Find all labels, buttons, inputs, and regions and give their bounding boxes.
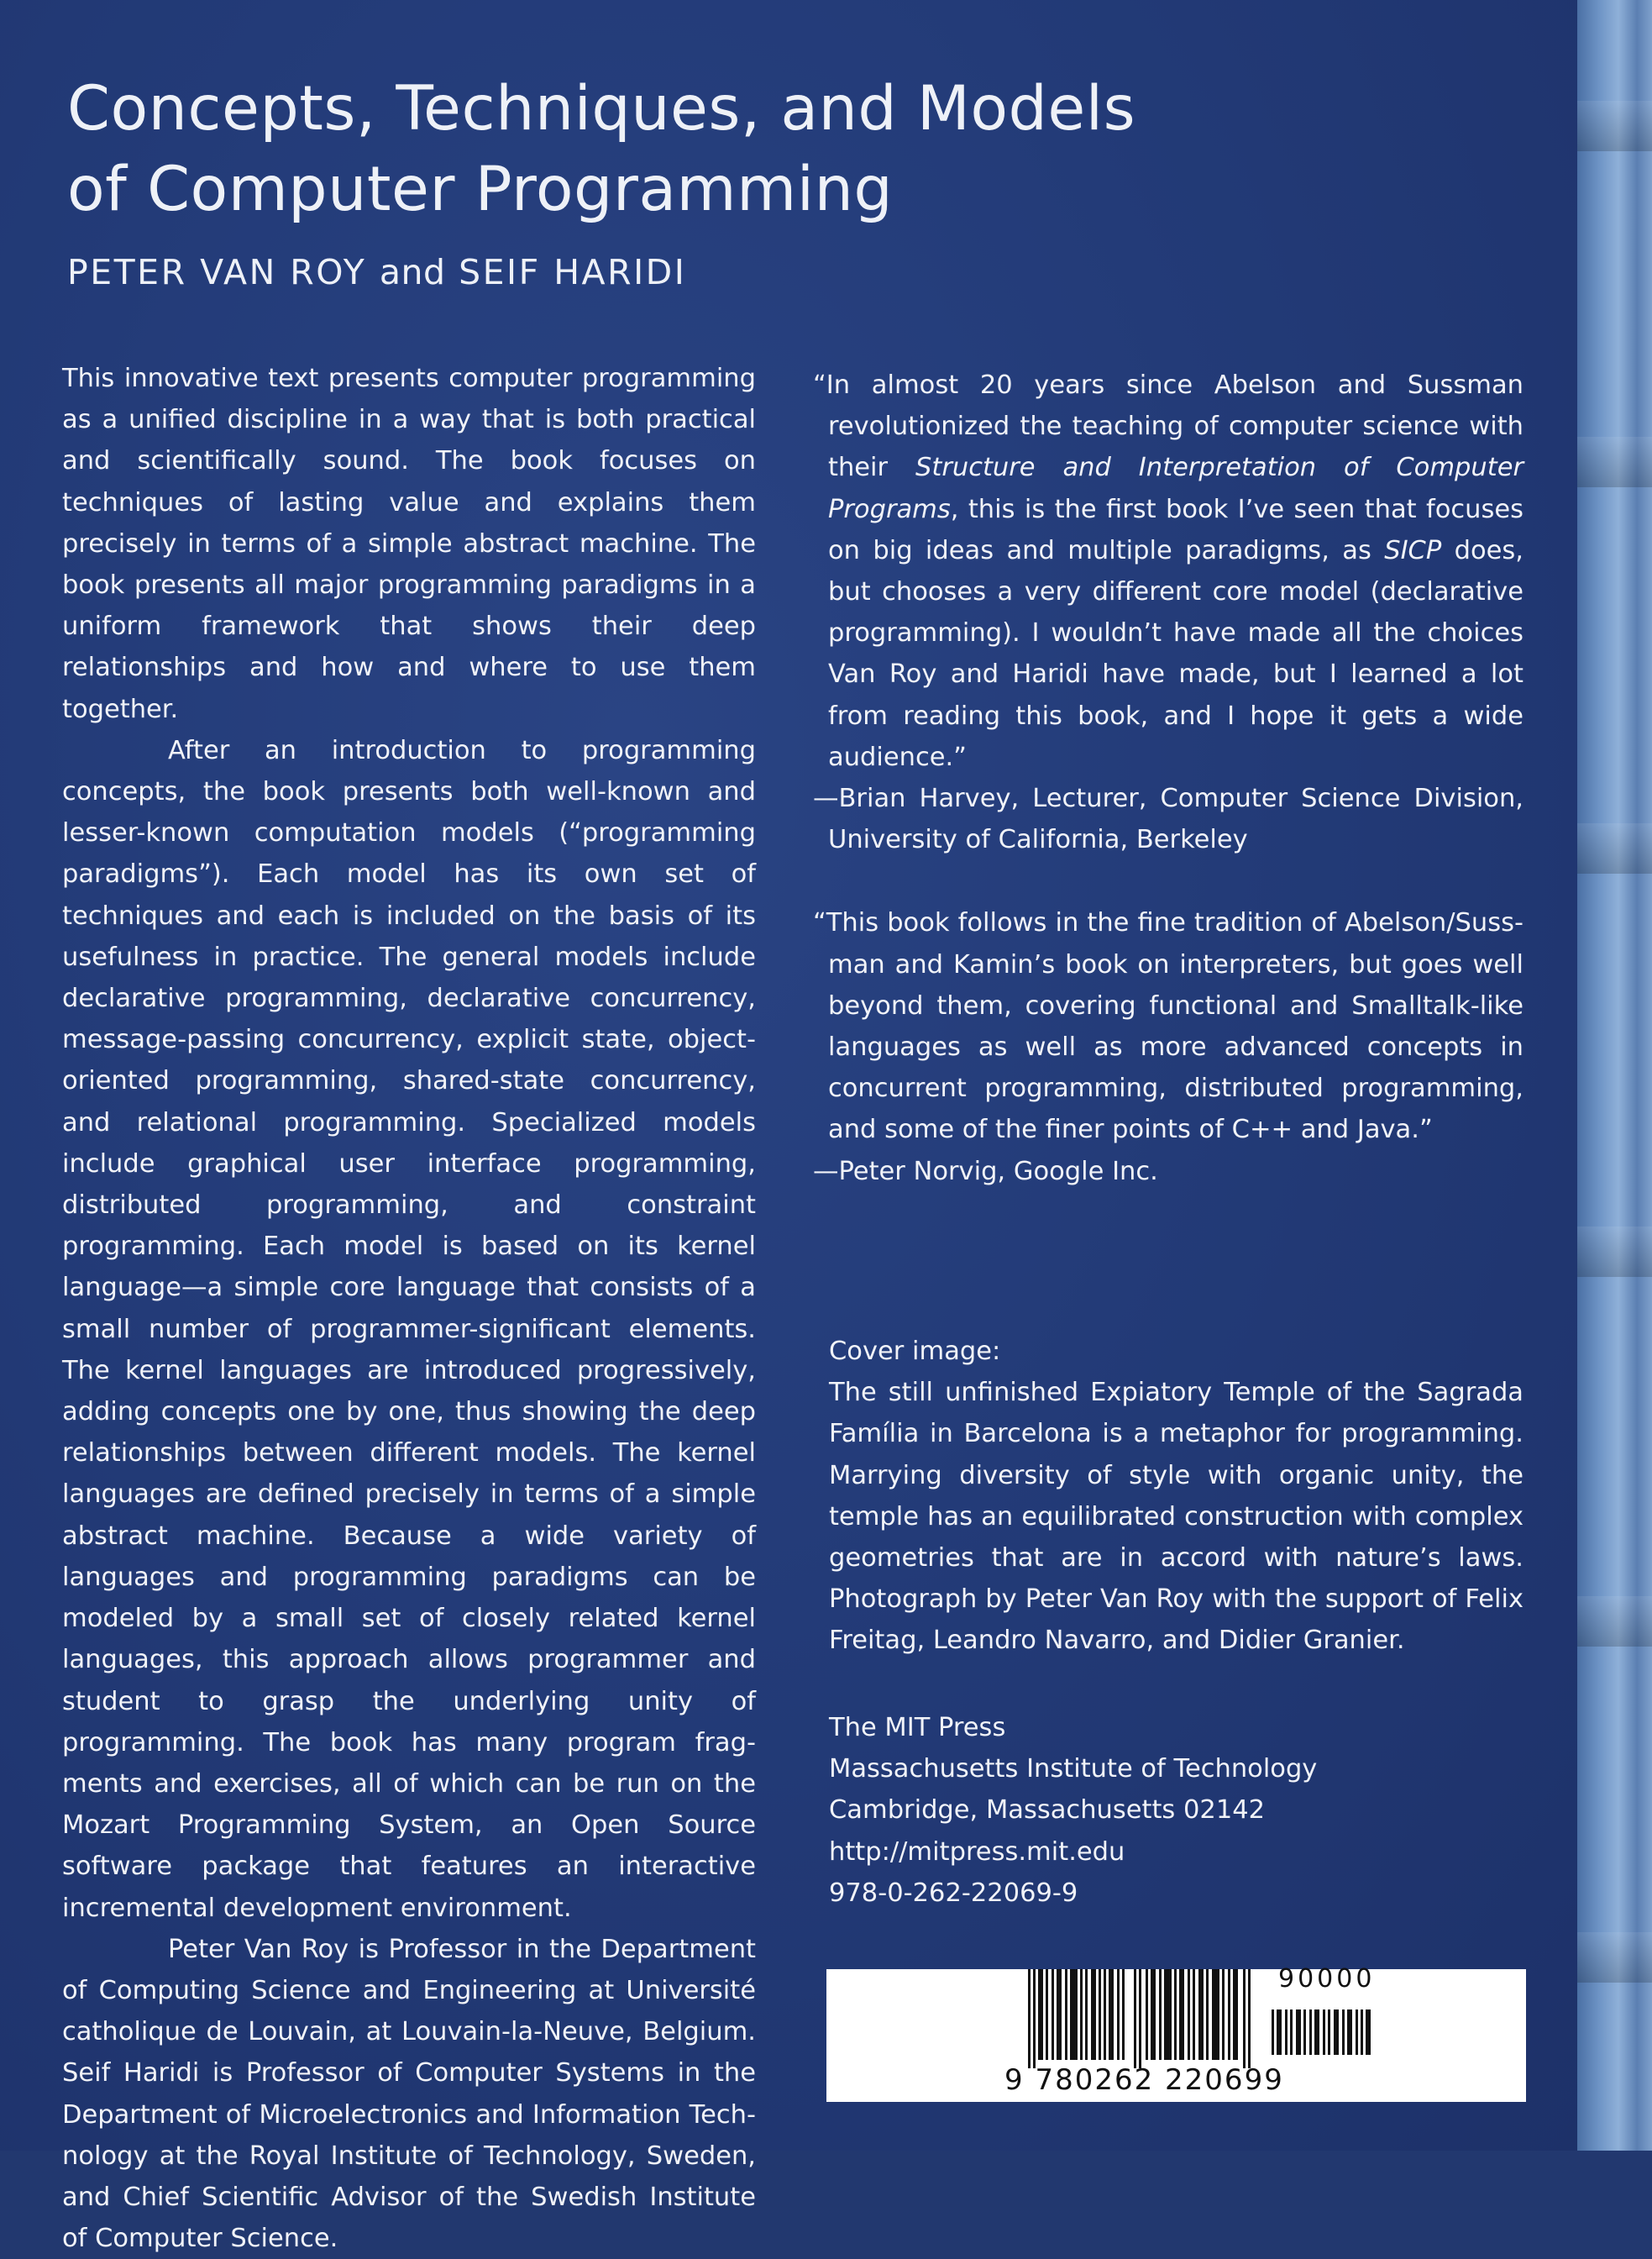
author-and: and xyxy=(379,252,446,292)
book-title xyxy=(67,69,1243,230)
barcode-digits: 9 780262 220699 xyxy=(1004,2063,1284,2097)
description-column xyxy=(62,358,756,2259)
isbn: 978-0-262-22069-9 xyxy=(829,1878,1078,1908)
publisher-name: The MIT Press xyxy=(829,1713,1006,1742)
barcode-bars xyxy=(1028,1969,1255,2068)
publisher-institution: Massachusetts Institute of Technology xyxy=(829,1754,1318,1784)
quote-1-book-title: Structure and Interpretation of Computer Programs xyxy=(828,453,1524,524)
author-bio-paragraph: Peter Van Roy is Professor in the Department of Computing Science and Engineering at Université catholique de Louvain, at Louvain-la-Neuve, Belgium. Seif Haridi is Professor of Computer Systems in the Department of Microelectronics and Information Technology at the Royal Institute of Technology, Sweden, and Chief Scientific Advisor of the Swedish Institute of Computer Science. xyxy=(62,1934,756,2254)
barcode-addon-bars xyxy=(1272,1986,1372,2068)
quote-1-text-c: does, but chooses a very different core model (declarative programming). I wouldn’t have made all the choices Van Roy and Haridi have made, but I learned a lot from reading this book, and I hope it gets a wide audience.” xyxy=(828,535,1524,772)
cover-photo-edge xyxy=(1577,0,1652,2151)
barcode-label xyxy=(826,1964,1526,2102)
authors xyxy=(67,252,686,292)
cover-image-text: The still unfinished Expiatory Temple of the Sagrada Família in Barcelona is a metaphor for programming. Marrying diversity of style with organic unity, the temple has an equilibrated construction with complex geometries that are in accord with nature’s laws. Photograph by Peter Van Roy with the support of Felix Freitag, Leandro Navarro, and Didier Granier. xyxy=(829,1378,1524,1656)
endorsement-quote-2: “This book follows in the fine tradition of Abelson/Sussman and Kamin’s book on interpreters, but goes well beyond them, covering functional and Smalltalk-like languages as well as more advanced concepts in concurrent programming, distributed programming, and some of the finer points of C++ and Java.” xyxy=(813,908,1524,1145)
barcode-addon-digits: 90000 xyxy=(1278,1964,1376,1994)
endorsements-column xyxy=(813,365,1524,1192)
cover-image-heading: Cover image: xyxy=(829,1337,1001,1366)
title-line-1: Concepts, Techniques, and Models xyxy=(67,73,1136,144)
author-1: PETER VAN ROY xyxy=(67,252,367,292)
publisher-url: http://mitpress.mit.edu xyxy=(829,1836,1125,1867)
title-line-2: of Computer Programming xyxy=(67,154,894,225)
publisher-info xyxy=(829,1707,1524,1914)
endorsement-attribution-1: —Brian Harvey, Lecturer, Computer Science Division, University of California, Berkeley xyxy=(813,784,1524,855)
description-paragraph-2: After an introduction to programming concepts, the book presents both well-known and lesser-known computation models (“programming paradigms”). Each model has its own set of techniques and each is included on the basis of its usefulness in practice. The general models include declarative programming, declarative concurrency, message-passing concurrency, explicit state, object-oriented programming, shared-state concurrency, and relational programming. Specialized models include graphical user interface programming, distributed programming, and constraint programming. Each model is based on its kernel language—a simple core language that consists of a small number of programmer-significant elements. The kernel languages are introduced progressively, adding concepts one by one, thus showing the deep relationships between different models. The kernel languages are defined precisely in terms of a simple abstract machine. Because a wide variety of languages and programming paradigms can be modeled by a small set of closely related kernel languages, this approach allows programmer and student to grasp the underlying unity of programming. The book has many program fragments and exercises, all of which can be run on the Mozart Programming System, an Open Source software package that features an interactive incremental development environment. xyxy=(62,735,756,1923)
author-2: SEIF HARIDI xyxy=(459,252,687,292)
endorsement-attribution-2: —Peter Norvig, Google Inc. xyxy=(813,1156,1158,1186)
quote-1-sicp: SICP xyxy=(1384,535,1442,565)
cover-image-credit xyxy=(829,1331,1524,1662)
endorsement-quote-1 xyxy=(813,365,1524,778)
quote-1-text-a: “In almost 20 years since Abelson and Sussman revolutionized the teaching of computer science with their xyxy=(813,370,1524,483)
quote-1-text-b: , this is the first book I’ve seen that focuses on big ideas and multiple paradigms, as xyxy=(828,494,1524,565)
description-paragraph-1: This innovative text presents computer programming as a unified discipline in a way that is both practical and scientifically sound. The book focuses on techniques of lasting value and explains them precisely in terms of a simple abstract machine. The book presents all major programming paradigms in a uniform framework that shows their deep relationships and how and where to use them together. xyxy=(62,364,756,724)
publisher-address: Cambridge, Massachusetts 02142 xyxy=(829,1795,1266,1826)
